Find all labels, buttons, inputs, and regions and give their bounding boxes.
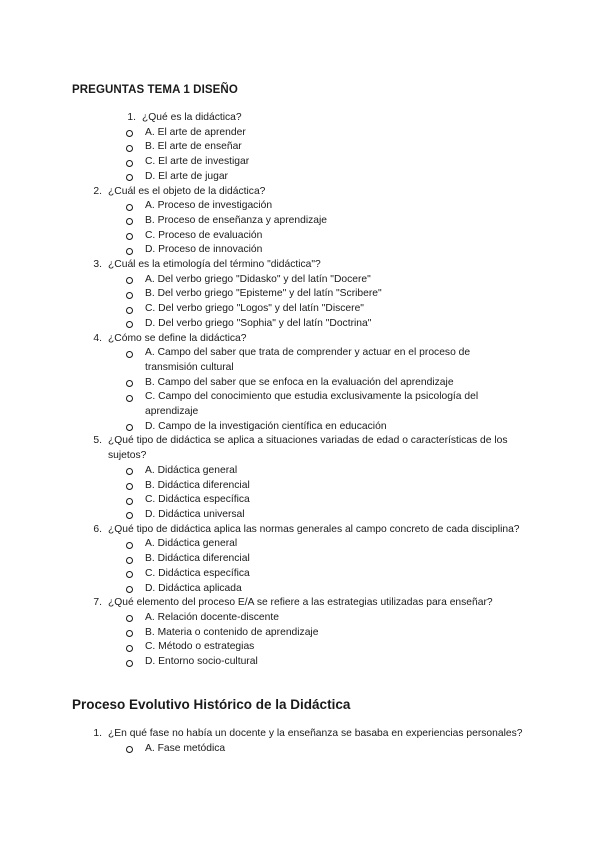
- option-text: C. Proceso de evaluación: [145, 229, 263, 241]
- option-text: D. Entorno socio-cultural: [145, 656, 258, 668]
- option-text: B. Proceso de enseñanza y aprendizaje: [145, 214, 328, 226]
- option-text: D. Del verbo griego "Sophia" y del latín "Doctrina": [145, 317, 372, 329]
- answer-option: [0, 199, 505, 214]
- answer-option: [0, 742, 505, 757]
- option-text: D. Didáctica aplicada: [145, 582, 242, 594]
- hollow-bullet-icon: [126, 630, 133, 637]
- hollow-bullet-icon: [126, 557, 133, 564]
- answer-option: [0, 611, 505, 626]
- option-text: A. Del verbo griego "Didasko" y del latín "Docere": [145, 273, 371, 285]
- hollow-bullet-icon: [126, 321, 133, 328]
- question-text: ¿Cómo se define la didáctica?: [108, 332, 247, 344]
- hollow-bullet-icon: [126, 145, 133, 152]
- question-text: ¿Qué tipo de didáctica se aplica a situaciones variadas de edad o características de los sujetos?: [108, 435, 508, 462]
- answer-option: [0, 126, 505, 141]
- hollow-bullet-icon: [126, 292, 133, 299]
- question-number: 6.: [93, 523, 102, 535]
- answer-option: [0, 140, 505, 155]
- answer-option: [0, 214, 505, 229]
- option-text: C. Didáctica específica: [145, 567, 250, 579]
- option-text: C. Del verbo griego "Logos" y del latín "Discere": [145, 303, 364, 315]
- option-text: B. Campo del saber que se enfoca en la evaluación del aprendizaje: [145, 376, 454, 388]
- option-text: A. Didáctica general: [145, 538, 238, 550]
- question-item: [0, 185, 528, 200]
- hollow-bullet-icon: [126, 174, 133, 181]
- hollow-bullet-icon: [126, 483, 133, 490]
- hollow-bullet-icon: [126, 660, 133, 667]
- question-item: [0, 258, 528, 273]
- hollow-bullet-icon: [126, 307, 133, 314]
- hollow-bullet-icon: [126, 645, 133, 652]
- question-number: 2.: [93, 185, 102, 197]
- answer-option: [0, 655, 505, 670]
- option-text: C. El arte de investigar: [145, 156, 250, 168]
- question-item: [0, 111, 562, 126]
- hollow-bullet-icon: [126, 204, 133, 211]
- option-text: A. Fase metódica: [145, 742, 226, 754]
- question-text: ¿Cuál es la etimología del término "didáctica"?: [108, 259, 321, 271]
- option-text: B. Materia o contenido de aprendizaje: [145, 626, 319, 638]
- answer-option: [0, 420, 505, 435]
- answer-option: [0, 155, 505, 170]
- option-text: A. El arte de aprender: [145, 126, 246, 138]
- question-text: ¿En qué fase no había un docente y la enseñanza se basaba en experiencias personales?: [108, 728, 523, 739]
- answer-option: [0, 243, 505, 258]
- option-text: B. El arte de enseñar: [145, 141, 242, 153]
- question-number: 1.: [93, 728, 102, 739]
- hollow-bullet-icon: [126, 512, 133, 519]
- hollow-bullet-icon: [126, 248, 133, 255]
- option-text: C. Campo del conocimiento que estudia exclusivamente la psicología del aprendizaje: [145, 391, 479, 418]
- hollow-bullet-icon: [126, 160, 133, 167]
- hollow-bullet-icon: [126, 424, 133, 431]
- hollow-bullet-icon: [126, 571, 133, 578]
- option-text: A. Proceso de investigación: [145, 200, 273, 212]
- question-number: 5.: [93, 435, 102, 447]
- answer-option: [0, 346, 505, 375]
- option-text: A. Relación docente-discente: [145, 611, 279, 623]
- answer-option: [0, 317, 505, 332]
- answer-option: [0, 640, 505, 655]
- answer-option: [0, 287, 505, 302]
- answer-option: [0, 479, 505, 494]
- option-text: A. Didáctica general: [145, 464, 238, 476]
- hollow-bullet-icon: [126, 218, 133, 225]
- question-list: [0, 111, 600, 670]
- hollow-bullet-icon: [126, 351, 133, 358]
- hollow-bullet-icon: [126, 468, 133, 475]
- option-text: C. Método o estrategias: [145, 641, 255, 653]
- hollow-bullet-icon: [126, 615, 133, 622]
- answer-option: [0, 493, 505, 508]
- answer-option: [0, 537, 505, 552]
- hollow-bullet-icon: [126, 586, 133, 593]
- option-text: A. Campo del saber que trata de comprender y actuar en el proceso de transmisión cultural: [145, 347, 471, 373]
- hollow-bullet-icon: [126, 277, 133, 284]
- question-text: ¿Qué tipo de didáctica aplica las normas generales al campo concreto de cada disciplina?: [108, 523, 520, 535]
- answer-option: [0, 464, 505, 479]
- answer-option: [0, 626, 505, 641]
- answer-option: [0, 273, 505, 288]
- option-text: B. Didáctica diferencial: [145, 479, 250, 491]
- hollow-bullet-icon: [126, 130, 133, 137]
- section-title: Proceso Evolutivo Histórico de la Didáctica: [72, 697, 351, 712]
- answer-option: [0, 552, 505, 567]
- question-text: ¿Qué es la didáctica?: [142, 112, 242, 123]
- question-item: [0, 434, 528, 463]
- option-text: B. Didáctica diferencial: [145, 553, 250, 565]
- answer-option: [0, 582, 505, 597]
- option-text: D. El arte de jugar: [145, 170, 228, 182]
- option-text: B. Del verbo griego "Episteme" y del latín "Scribere": [145, 288, 382, 300]
- question-number: 7.: [93, 597, 102, 609]
- hollow-bullet-icon: [126, 380, 133, 387]
- hollow-bullet-icon: [126, 746, 133, 753]
- question-number: 4.: [93, 332, 102, 344]
- section-question-list: [0, 727, 600, 756]
- answer-option: [0, 390, 505, 419]
- option-text: C. Didáctica específica: [145, 494, 250, 506]
- option-text: D. Proceso de innovación: [145, 244, 263, 256]
- answer-option: [0, 567, 505, 582]
- question-text: ¿Cuál es el objeto de la didáctica?: [108, 185, 266, 197]
- question-item: [0, 727, 528, 742]
- option-text: D. Didáctica universal: [145, 508, 245, 520]
- answer-option: [0, 302, 505, 317]
- answer-option: [0, 508, 505, 523]
- hollow-bullet-icon: [126, 395, 133, 402]
- option-text: D. Campo de la investigación científica en educación: [145, 420, 387, 432]
- answer-option: [0, 376, 505, 391]
- page-title: PREGUNTAS TEMA 1 DISEÑO: [72, 84, 238, 96]
- hollow-bullet-icon: [126, 498, 133, 505]
- question-item: [0, 523, 528, 538]
- hollow-bullet-icon: [126, 233, 133, 240]
- answer-option: [0, 229, 505, 244]
- answer-option: [0, 170, 505, 185]
- question-item: [0, 596, 528, 611]
- question-item: [0, 332, 528, 347]
- hollow-bullet-icon: [126, 542, 133, 549]
- question-number: 3.: [93, 259, 102, 271]
- question-text: ¿Qué elemento del proceso E/A se refiere a las estrategias utilizadas para enseñar?: [108, 597, 493, 609]
- question-number: 1.: [127, 112, 136, 123]
